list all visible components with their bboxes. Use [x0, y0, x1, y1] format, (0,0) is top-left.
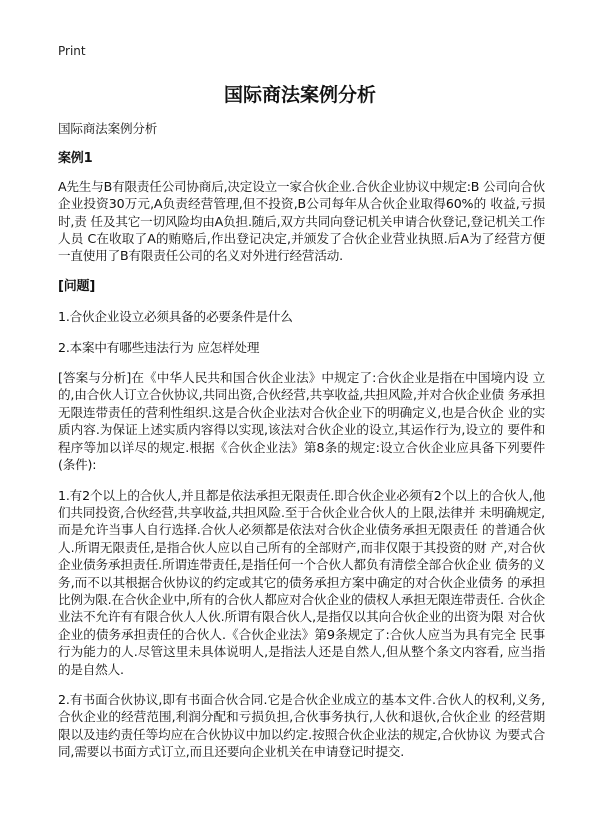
print-label: Print	[58, 44, 86, 58]
analysis-paragraph: [答案与分析]在《中华人民共和国合伙企业法》中规定了:合伙企业是指在中国境内设 立的,由合伙人订立合伙协议,共同出资,合伙经营,共享收益,共担风险,并对合伙企业债 务承担无限连带责任的营利性组织.这是合伙企业法对合伙企业下的明确定义,也是合伙企 业的实质内容.为保证上述实质内容得以实现,该法对合伙企业的设立,其运作行为,设立的 要件和程序等加以详尽的规定.根据《合伙企业法》第8条的规定:设立合伙企业应具备下列要件(条件):	[58, 370, 545, 473]
document-body	[58, 120, 545, 774]
question-2: 2.本案中有哪些违法行为 应怎样处理	[58, 339, 260, 355]
issue-heading: [问题]	[58, 278, 96, 294]
requirement-1-paragraph: 1.有2个以上的合伙人,并且都是依法承担无限责任.即合伙企业必须有2个以上的合伙人,他们共同投资,合伙经营,共享收益,共担风险.至于合伙企业合伙人的上限,法律并 未明确规定,而是允许当事人自行选择.合伙人必须都是依法对合伙企业债务承担无限责任 的普通合伙人.所谓无限责任,是指合伙人应以自己所有的全部财产,而非仅限于其投资的财 产,对合伙企业债务承担责任.所谓连带责任,是指任何一个合伙人都负有清偿全部合伙企业 债务的义务,而不以其根据合伙协议的约定或其它的债务承担方案中确定的对合伙企业债务 的承担比例为限.在合伙企业中,所有的合伙人都应对合伙企业的债权人承担无限连带责任. 合伙企业法不允许有有限合伙人人伙.所谓有限合伙人,是指仅以其向合伙企业的出资为限 对合伙企业的债务承担责任的合伙人.《合伙企业法》第9条规定了:合伙人应当为具有完全 民事行为能力的人.尽管这里未具体说明人,是指法人还是自然人,但从整个条文内容看, 应当指的是自然人.	[58, 487, 545, 677]
case-paragraph: A先生与B有限责任公司协商后,决定设立一家合伙企业.合伙企业协议中规定:B 公司向合伙企业投资30万元,A负责经营管理,但不投资,B公司每年从合伙企业取得60%的 收益,亏损时,责 任及其它一切风险均由A负担.随后,双方共同向登记机关申请合伙登记,登记机关工作人员 C在收取了A的贿赂后,作出登记决定,并颁发了合伙企业营业执照.后A为了经营方便 一直使用了B有限责任公司的名义对外进行经营活动.	[58, 178, 545, 264]
case-heading: 案例1	[58, 151, 93, 167]
requirement-2-paragraph: 2.有书面合伙协议,即有书面合伙合同.它是合伙企业成立的基本文件.合伙人的权利,义务,合伙企业的经营范围,利润分配和亏损负担,合伙事务执行,人伙和退伙,合伙企业 的经营期限以及违约责任等均应在合伙协议中加以约定.按照合伙企业法的规定,合伙协议 为要式合同,需要以书面方式订立,而且还要向企业机关在申请登记时提交.	[58, 691, 545, 760]
document-title: 国际商法案例分析	[223, 84, 376, 106]
document-subtitle: 国际商法案例分析	[58, 121, 158, 136]
question-1: 1.合伙企业设立必须具备的必要条件是什么	[58, 309, 293, 325]
